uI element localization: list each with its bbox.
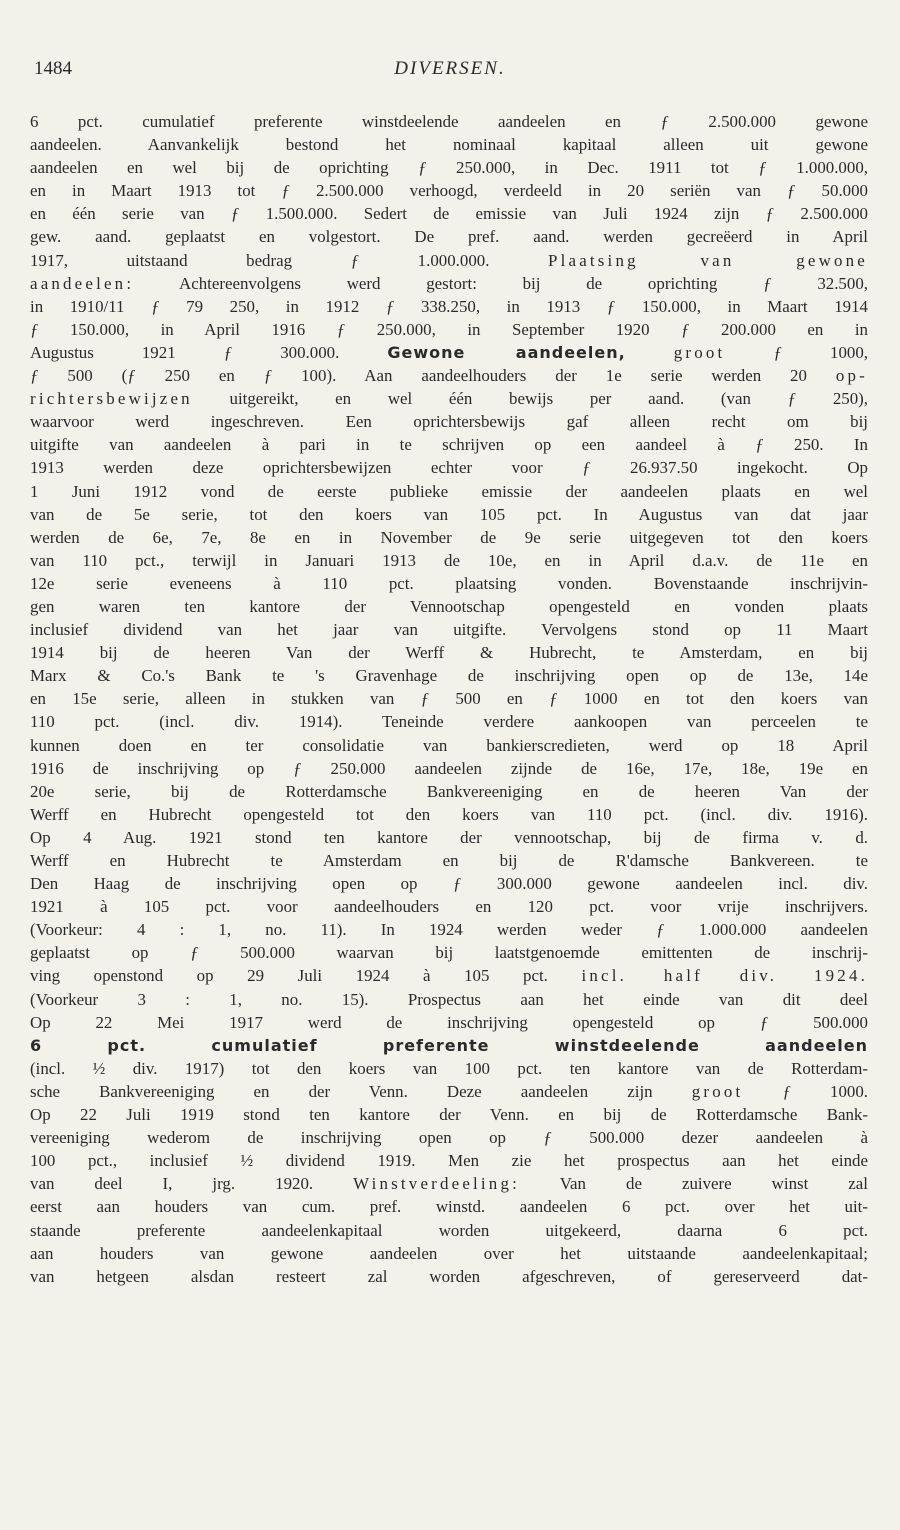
text-segment: (incl. ½ div. 1917) tot den koers van 100 pct. ten kantore van de Rotterdam-	[30, 1058, 868, 1078]
text-line	[30, 202, 868, 225]
florin-sign: ƒ	[452, 874, 462, 894]
text-segment: van hetgeen alsdan resteert zal worden afgeschreven, of gereserveerd dat-	[30, 1266, 868, 1286]
text-segment: Op 22 Juli 1919 stond ten kantore der Venn. en bij de Rotterdamsche Bank-	[30, 1105, 868, 1125]
page-number: 1484	[34, 58, 72, 79]
florin-sign: ƒ	[582, 458, 591, 478]
text-segment: 250.000, in September 1920	[345, 319, 682, 339]
text-segment: uitgereikt, en wel één bewijs per aand. (van	[192, 389, 788, 409]
text-segment	[626, 343, 674, 362]
text-segment: Marx & Co.'s Bank te 's Gravenhage de inschrijving open op de 13e, 14e	[30, 666, 868, 686]
text-segment: gew. aand. geplaatst en volgestort. De pref. aand. werden gecreëerd in April	[30, 227, 868, 247]
text-line	[30, 133, 868, 156]
florin-sign: ƒ	[758, 158, 767, 178]
text-segment: kunnen doen en ter consolidatie van bankierscredieten, werd op 18 April	[30, 735, 868, 755]
text-segment: 1000,	[781, 342, 868, 362]
text-line	[30, 1265, 868, 1288]
florin-sign: ƒ	[293, 758, 302, 778]
text-segment: aandeelen en wel bij de oprichting	[30, 158, 419, 178]
text-line	[30, 1242, 868, 1265]
text-line	[30, 249, 868, 272]
text-segment: 1.000.000.	[359, 250, 549, 270]
text-segment: 250.000 aandeelen zijnde de 16e, 17e, 18e, 19e en	[301, 758, 868, 778]
florin-sign: ƒ	[549, 689, 558, 709]
text-segment: 79 250, in 1912	[159, 296, 386, 316]
text-segment: Op 4 Aug. 1921 stond ten kantore der vennootschap, bij de firma v. d.	[30, 827, 868, 847]
text-line	[30, 387, 868, 410]
text-line	[30, 572, 868, 595]
text-line	[30, 364, 868, 387]
text-segment: waarvoor werd ingeschreven. Een oprichtersbewijs gaf alleen recht om bij	[30, 412, 868, 432]
text-segment: aan houders van gewone aandeelen over het uitstaande aandeelenkapitaal;	[30, 1243, 868, 1263]
florin-sign: ƒ	[543, 1128, 552, 1148]
florin-sign: ƒ	[350, 250, 360, 270]
text-line	[30, 179, 868, 202]
section-heading: Gewone aandeelen,	[387, 342, 626, 362]
text-line	[30, 687, 868, 710]
florin-sign: ƒ	[606, 296, 616, 316]
text-segment: 250),	[796, 389, 868, 409]
text-line	[30, 272, 868, 295]
text-segment: 50.000	[795, 181, 868, 201]
text-line	[30, 410, 868, 433]
text-line	[30, 595, 868, 618]
text-segment: uitgifte van aandeelen à pari in te schrijven op een aandeel à	[30, 435, 756, 455]
text-line	[30, 1034, 868, 1057]
text-segment: en in Maart 1913 tot	[30, 181, 282, 201]
florin-sign: ƒ	[127, 366, 136, 386]
text-segment: 12e serie eveneens à 110 pct. plaatsing vonden. Bovenstaande inschrijvin-	[30, 573, 868, 593]
text-segment: 1000.	[790, 1081, 868, 1101]
text-segment: inclusief dividend van het jaar van uitgifte. Vervolgens stond op 11 Maart	[30, 620, 868, 640]
text-line	[30, 1219, 868, 1242]
florin-sign: ƒ	[759, 1012, 769, 1032]
text-segment: en 15e serie, alleen in stukken van	[30, 689, 421, 709]
florin-sign: ƒ	[765, 204, 775, 224]
text-segment: 250. In	[763, 435, 868, 455]
article-body	[30, 110, 868, 1288]
text-segment: geplaatst op	[30, 943, 191, 963]
spaced-text: Plaatsing van gewone	[548, 250, 868, 270]
text-segment: 1913 werden deze oprichtersbewijzen echter voor	[30, 458, 583, 478]
florin-sign: ƒ	[420, 689, 430, 709]
text-line	[30, 1080, 868, 1103]
text-line	[30, 780, 868, 803]
text-segment: 500.000	[768, 1012, 868, 1032]
text-segment: 110 pct. (incl. div. 1914). Teneinde verdere aankoopen van perceelen te	[30, 712, 868, 732]
text-line	[30, 803, 868, 826]
text-segment: Augustus 1921	[30, 342, 224, 362]
text-segment: 500 en	[429, 689, 550, 709]
text-line	[30, 295, 868, 318]
florin-sign: ƒ	[281, 181, 290, 201]
text-line	[30, 895, 868, 918]
text-line	[30, 1172, 868, 1195]
text-line	[30, 549, 868, 572]
florin-sign: ƒ	[763, 273, 772, 293]
text-segment: 150.000, in Maart 1914	[615, 296, 868, 316]
text-line	[30, 1103, 868, 1126]
text-segment: (Voorkeur: 4 : 1, no. 11). In 1924 werden weder	[30, 920, 657, 940]
text-segment: in 1910/11	[30, 296, 152, 316]
text-line	[30, 641, 868, 664]
florin-sign: ƒ	[656, 920, 665, 940]
text-segment: 1917, uitstaand bedrag	[30, 250, 351, 270]
text-segment: 1.500.000. Sedert de emissie van Juli 1924 zijn	[239, 204, 766, 224]
text-segment: 100). Aan aandeelhouders der 1e serie werden 20	[272, 366, 836, 386]
florin-sign: ƒ	[773, 342, 782, 362]
running-title: DIVERSEN.	[394, 58, 506, 79]
florin-sign: ƒ	[787, 181, 796, 201]
text-segment: 1914 bij de heeren Van der Werff & Hubrecht, te Amsterdam, en bij	[30, 643, 868, 663]
spaced-text: aandeelen:	[30, 273, 135, 293]
spaced-text: Winstverdeeling:	[353, 1174, 520, 1194]
text-segment: 300.000.	[232, 342, 388, 362]
text-line	[30, 1126, 868, 1149]
text-line	[30, 710, 868, 733]
spaced-text: op-	[835, 366, 868, 386]
text-segment: 300.000 gewone aandeelen incl. div.	[461, 874, 868, 894]
text-line	[30, 1057, 868, 1080]
text-segment: Werff en Hubrecht te Amsterdam en bij de R'damsche Bankvereen. te	[30, 851, 868, 870]
text-line	[30, 1195, 868, 1218]
text-line	[30, 618, 868, 641]
text-segment: 1916 de inschrijving op	[30, 758, 294, 778]
text-segment: sche Bankvereeniging en der Venn. Deze aandeelen zijn	[30, 1081, 692, 1101]
text-line	[30, 526, 868, 549]
text-segment: van de 5e serie, tot den koers van 105 pct. In Augustus van dat jaar	[30, 504, 868, 524]
text-segment: 1000 en tot den koers van	[557, 689, 868, 709]
text-line	[30, 872, 868, 895]
text-segment: 500 (	[38, 366, 128, 386]
text-segment: 200.000 en in	[689, 319, 868, 339]
section-heading: 6 pct. cumulatief preferente winstdeelende aandeelen	[30, 1035, 868, 1055]
text-segment: vereeniging wederom de inschrijving open op	[30, 1128, 544, 1148]
text-segment: Werff en Hubrecht opengesteld tot den koers van 110 pct. (incl. div. 1916).	[30, 804, 868, 824]
florin-sign: ƒ	[787, 389, 797, 409]
text-segment: 2.500.000 gewone	[668, 112, 868, 131]
text-segment: ving openstond op 29 Juli 1924 à 105 pct.	[30, 966, 582, 986]
florin-sign: ƒ	[30, 319, 39, 339]
text-line	[30, 480, 868, 503]
text-segment: 250 en	[135, 366, 264, 386]
text-line	[30, 110, 868, 133]
text-line	[30, 433, 868, 456]
text-segment	[743, 1082, 782, 1101]
spaced-text: incl. half div. 1924.	[581, 966, 868, 986]
text-segment: van 110 pct., terwijl in Januari 1913 de 10e, en in April d.a.v. de 11e en	[30, 550, 868, 570]
text-segment: 250.000, in Dec. 1911 tot	[426, 158, 759, 178]
text-line	[30, 988, 868, 1011]
florin-sign: ƒ	[755, 435, 764, 455]
text-segment: 6 pct. cumulatief preferente winstdeelende aandeelen en	[30, 112, 661, 131]
text-segment: Op 22 Mei 1917 werd de inschrijving opengesteld op	[30, 1012, 760, 1032]
florin-sign: ƒ	[385, 296, 395, 316]
text-line	[30, 664, 868, 687]
text-segment: Achtereenvolgens werd gestort: bij de oprichting	[134, 273, 764, 293]
text-segment: 1921 à 105 pct. voor aandeelhouders en 120 pct. voor vrije inschrijvers.	[30, 897, 868, 917]
text-line	[30, 826, 868, 849]
florin-sign: ƒ	[230, 204, 240, 224]
spaced-text: groot	[673, 342, 726, 362]
florin-sign: ƒ	[30, 366, 39, 386]
florin-sign: ƒ	[151, 296, 160, 316]
text-line	[30, 964, 868, 987]
text-segment: Van de zuivere winst zal	[520, 1174, 868, 1194]
text-segment: 100 pct., inclusief ½ dividend 1919. Men zie het prospectus aan het einde	[30, 1151, 868, 1171]
spaced-text: groot	[691, 1081, 744, 1101]
text-line	[30, 941, 868, 964]
text-line	[30, 341, 868, 364]
text-segment: 150.000, in April 1916	[38, 319, 337, 339]
text-line	[30, 225, 868, 248]
text-segment: eerst aan houders van cum. pref. winstd. aandeelen 6 pct. over het uit-	[30, 1197, 868, 1217]
text-line	[30, 503, 868, 526]
text-segment: (Voorkeur 3 : 1, no. 15). Prospectus aan het einde van dit deel	[30, 989, 868, 1009]
text-segment: 1.000.000 aandeelen	[664, 920, 868, 940]
florin-sign: ƒ	[263, 366, 273, 386]
text-segment: 20e serie, bij de Rotterdamsche Bankvereeniging en de heeren Van der	[30, 781, 868, 801]
text-segment: 32.500,	[771, 273, 868, 293]
text-segment: gen waren ten kantore der Vennootschap opengesteld en vonden plaats	[30, 596, 868, 616]
text-segment: staande preferente aandeelenkapitaal worden uitgekeerd, daarna 6 pct.	[30, 1220, 868, 1240]
text-line	[30, 156, 868, 179]
text-line	[30, 456, 868, 479]
florin-sign: ƒ	[782, 1081, 791, 1101]
florin-sign: ƒ	[336, 319, 346, 339]
text-segment: 1 Juni 1912 vond de eerste publieke emissie der aandeelen plaats en wel	[30, 481, 868, 501]
florin-sign: ƒ	[190, 943, 199, 963]
text-segment: 2.500.000	[774, 204, 868, 224]
text-line	[30, 849, 868, 872]
florin-sign: ƒ	[223, 342, 233, 362]
text-segment: van deel I, jrg. 1920.	[30, 1174, 354, 1194]
text-line	[30, 1011, 868, 1034]
text-segment: 26.937.50 ingekocht. Op	[590, 458, 868, 478]
text-line	[30, 734, 868, 757]
text-segment: 1.000.000,	[766, 158, 868, 178]
text-segment: werden de 6e, 7e, 8e en in November de 9e serie uitgegeven tot den koers	[30, 527, 868, 547]
text-segment: Den Haag de inschrijving open op	[30, 874, 453, 894]
page-header	[30, 58, 870, 88]
text-segment: 500.000 waarvan bij laatstgenoemde emittenten de inschrij-	[198, 943, 868, 963]
spaced-text: richtersbewijzen	[30, 389, 193, 409]
florin-sign: ƒ	[418, 158, 427, 178]
text-segment	[725, 343, 773, 362]
text-segment: 500.000 dezer aandeelen à	[551, 1128, 868, 1148]
text-segment: aandeelen. Aanvankelijk bestond het nominaal kapitaal alleen uit gewone	[30, 135, 868, 155]
text-line	[30, 918, 868, 941]
text-line	[30, 318, 868, 341]
florin-sign: ƒ	[681, 319, 690, 339]
text-segment: en één serie van	[30, 204, 231, 224]
text-line	[30, 1149, 868, 1172]
text-segment: 338.250, in 1913	[394, 296, 607, 316]
text-segment: 2.500.000 verhoogd, verdeeld in 20 seriën van	[289, 181, 788, 201]
florin-sign: ƒ	[660, 112, 669, 131]
text-line	[30, 757, 868, 780]
